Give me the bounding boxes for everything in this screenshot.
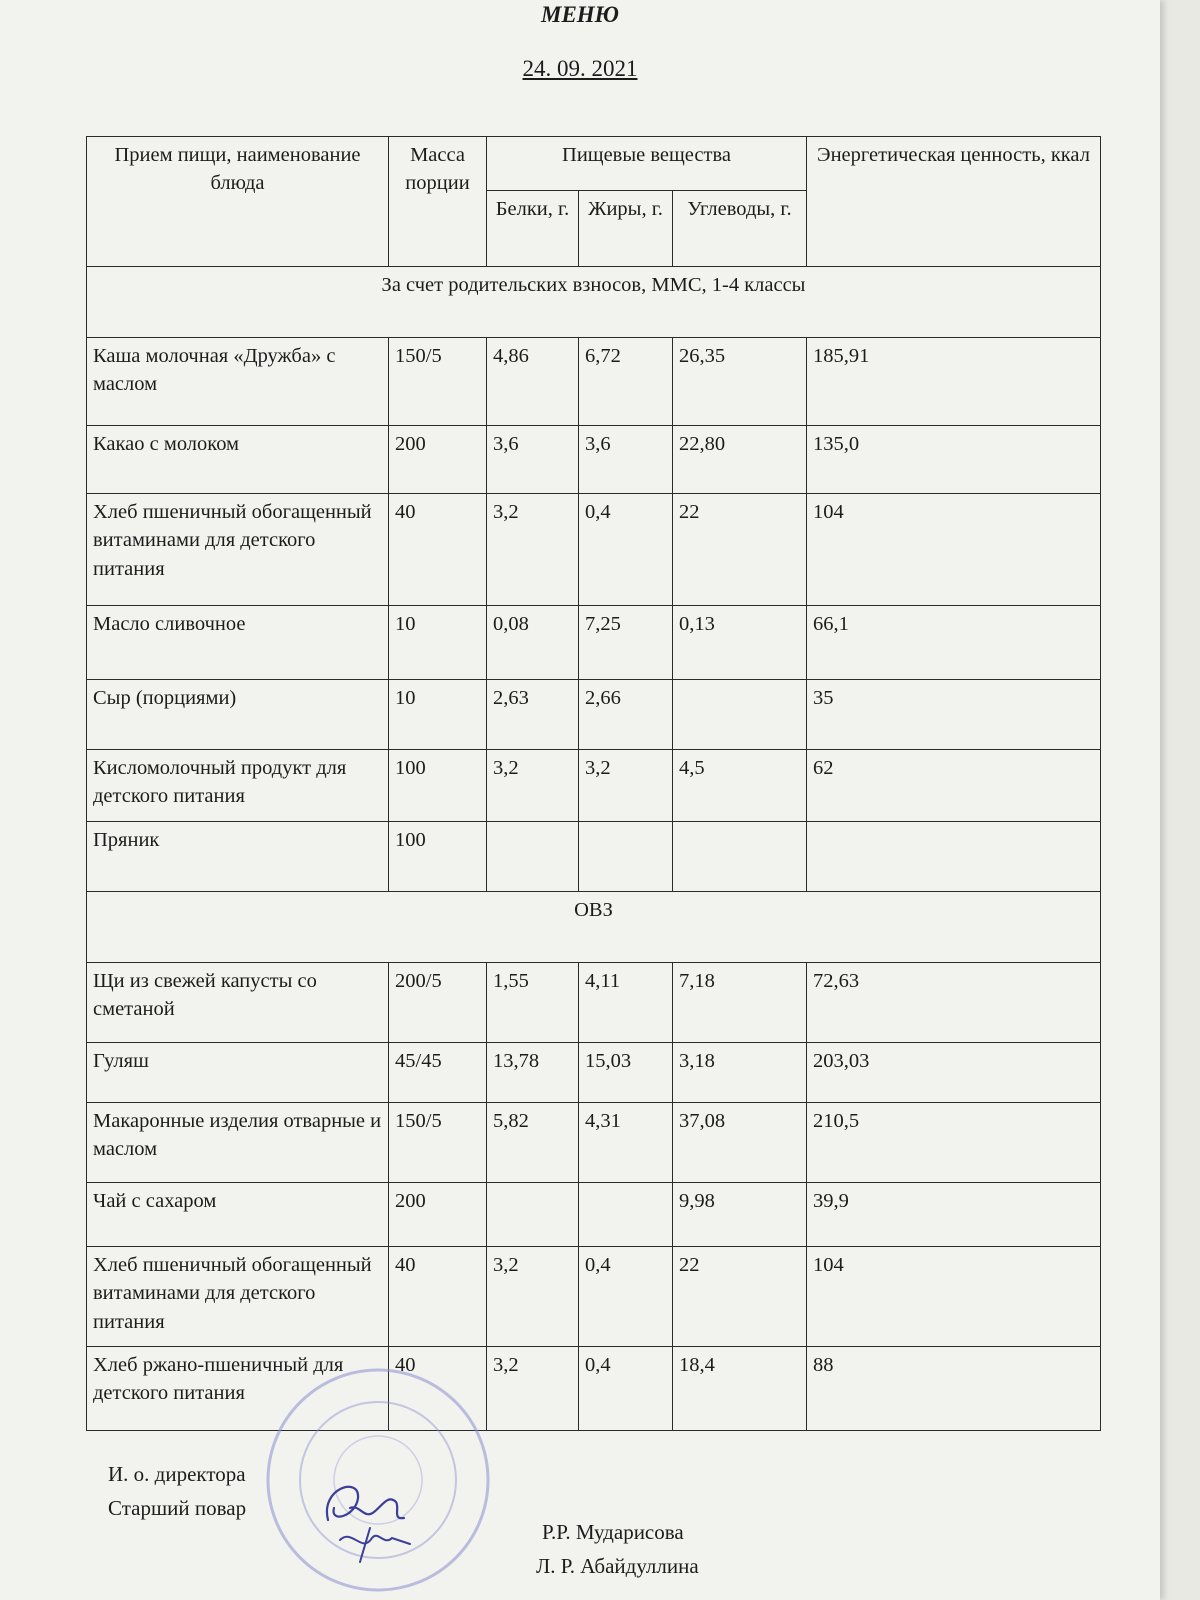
dish-name: Хлеб ржано-пшеничный для детского питания: [87, 1347, 389, 1431]
dish-name: Сыр (порциями): [87, 680, 389, 750]
proteins-cell: 0,08: [487, 606, 579, 680]
energy-cell: 35: [807, 680, 1101, 750]
energy-cell: [807, 822, 1101, 892]
table-row: [87, 494, 1101, 606]
fats-cell: 6,72: [579, 338, 673, 426]
fats-cell: 4,31: [579, 1103, 673, 1183]
carbs-cell: 9,98: [673, 1183, 807, 1247]
dish-name: Чай с сахаром: [87, 1183, 389, 1247]
dish-name: Кисломолочный продукт для детского питания: [87, 750, 389, 822]
fats-cell: 4,11: [579, 963, 673, 1043]
dish-name: Каша молочная «Дружба» с маслом: [87, 338, 389, 426]
carbs-cell: 4,5: [673, 750, 807, 822]
dish-name: Хлеб пшеничный обогащенный витаминами для детского питания: [87, 494, 389, 606]
portion-cell: 150/5: [389, 338, 487, 426]
header-proteins: Белки, г.: [487, 191, 579, 267]
table-row: [87, 1103, 1101, 1183]
fats-cell: 3,2: [579, 750, 673, 822]
signature-icon: [300, 1468, 430, 1568]
fats-cell: [579, 822, 673, 892]
table-row: [87, 750, 1101, 822]
energy-cell: 104: [807, 1247, 1101, 1347]
fats-cell: 0,4: [579, 1247, 673, 1347]
proteins-cell: 2,63: [487, 680, 579, 750]
header-portion: Масса порции: [389, 137, 487, 267]
fats-cell: 3,6: [579, 426, 673, 494]
section-title: ОВЗ: [87, 892, 1101, 963]
portion-cell: 200: [389, 426, 487, 494]
header-fats: Жиры, г.: [579, 191, 673, 267]
portion-cell: 40: [389, 1247, 487, 1347]
header-meal: Прием пищи, наименование блюда: [87, 137, 389, 267]
portion-cell: 40: [389, 494, 487, 606]
table-row: [87, 426, 1101, 494]
carbs-cell: 7,18: [673, 963, 807, 1043]
dish-name: Какао с молоком: [87, 426, 389, 494]
proteins-cell: 1,55: [487, 963, 579, 1043]
table-row: [87, 1043, 1101, 1103]
proteins-cell: [487, 1183, 579, 1247]
portion-cell: 100: [389, 750, 487, 822]
carbs-cell: [673, 680, 807, 750]
document-date: 24. 09. 2021: [522, 56, 638, 81]
portion-cell: 150/5: [389, 1103, 487, 1183]
dish-name: Пряник: [87, 822, 389, 892]
table-row: [87, 338, 1101, 426]
carbs-cell: 0,13: [673, 606, 807, 680]
energy-cell: 135,0: [807, 426, 1101, 494]
carbs-cell: 18,4: [673, 1347, 807, 1431]
proteins-cell: 13,78: [487, 1043, 579, 1103]
table-row: [87, 822, 1101, 892]
energy-cell: 62: [807, 750, 1101, 822]
energy-cell: 39,9: [807, 1183, 1101, 1247]
table-header: [87, 137, 1101, 267]
energy-cell: 72,63: [807, 963, 1101, 1043]
menu-table: [86, 136, 1101, 1431]
portion-cell: 10: [389, 606, 487, 680]
dish-name: Щи из свежей капусты со сметаной: [87, 963, 389, 1043]
energy-cell: 88: [807, 1347, 1101, 1431]
dish-name: Макаронные изделия отварные и маслом: [87, 1103, 389, 1183]
table-body: [87, 267, 1101, 1431]
cook-title: Старший повар: [108, 1496, 247, 1520]
director-title: И. о. директора: [108, 1462, 246, 1486]
portion-cell: 40: [389, 1347, 487, 1431]
portion-cell: 200: [389, 1183, 487, 1247]
proteins-cell: 5,82: [487, 1103, 579, 1183]
portion-cell: 200/5: [389, 963, 487, 1043]
table-row: [87, 963, 1101, 1043]
table-row: [87, 606, 1101, 680]
table-row: [87, 680, 1101, 750]
carbs-cell: 26,35: [673, 338, 807, 426]
portion-cell: 45/45: [389, 1043, 487, 1103]
dish-name: Хлеб пшеничный обогащенный витаминами для детского питания: [87, 1247, 389, 1347]
table-row: [87, 1347, 1101, 1431]
proteins-cell: 3,2: [487, 1347, 579, 1431]
carbs-cell: [673, 822, 807, 892]
dish-name: Масло сливочное: [87, 606, 389, 680]
header-carbs: Углеводы, г.: [673, 191, 807, 267]
proteins-cell: 3,2: [487, 1247, 579, 1347]
fats-cell: 15,03: [579, 1043, 673, 1103]
portion-cell: 10: [389, 680, 487, 750]
carbs-cell: 3,18: [673, 1043, 807, 1103]
fats-cell: 7,25: [579, 606, 673, 680]
director-name: Р.Р. Мударисова: [542, 1520, 684, 1544]
section-title: За счет родительских взносов, ММС, 1-4 классы: [87, 267, 1101, 338]
portion-cell: 100: [389, 822, 487, 892]
fats-cell: [579, 1183, 673, 1247]
cook-name: Л. Р. Абайдуллина: [536, 1554, 699, 1578]
fats-cell: 2,66: [579, 680, 673, 750]
energy-cell: 66,1: [807, 606, 1101, 680]
carbs-cell: 22: [673, 1247, 807, 1347]
carbs-cell: 22,80: [673, 426, 807, 494]
proteins-cell: 3,6: [487, 426, 579, 494]
header-energy: Энергетическая ценность, ккал: [807, 137, 1101, 267]
table-row: [87, 1247, 1101, 1347]
energy-cell: 210,5: [807, 1103, 1101, 1183]
proteins-cell: 4,86: [487, 338, 579, 426]
carbs-cell: 22: [673, 494, 807, 606]
energy-cell: 185,91: [807, 338, 1101, 426]
table-row: [87, 1183, 1101, 1247]
carbs-cell: 37,08: [673, 1103, 807, 1183]
energy-cell: 104: [807, 494, 1101, 606]
energy-cell: 203,03: [807, 1043, 1101, 1103]
fats-cell: 0,4: [579, 494, 673, 606]
header-nutrients: Пищевые вещества: [487, 137, 807, 191]
proteins-cell: 3,2: [487, 494, 579, 606]
proteins-cell: [487, 822, 579, 892]
dish-name: Гуляш: [87, 1043, 389, 1103]
proteins-cell: 3,2: [487, 750, 579, 822]
fats-cell: 0,4: [579, 1347, 673, 1431]
document-title: МЕНЮ: [541, 2, 619, 27]
